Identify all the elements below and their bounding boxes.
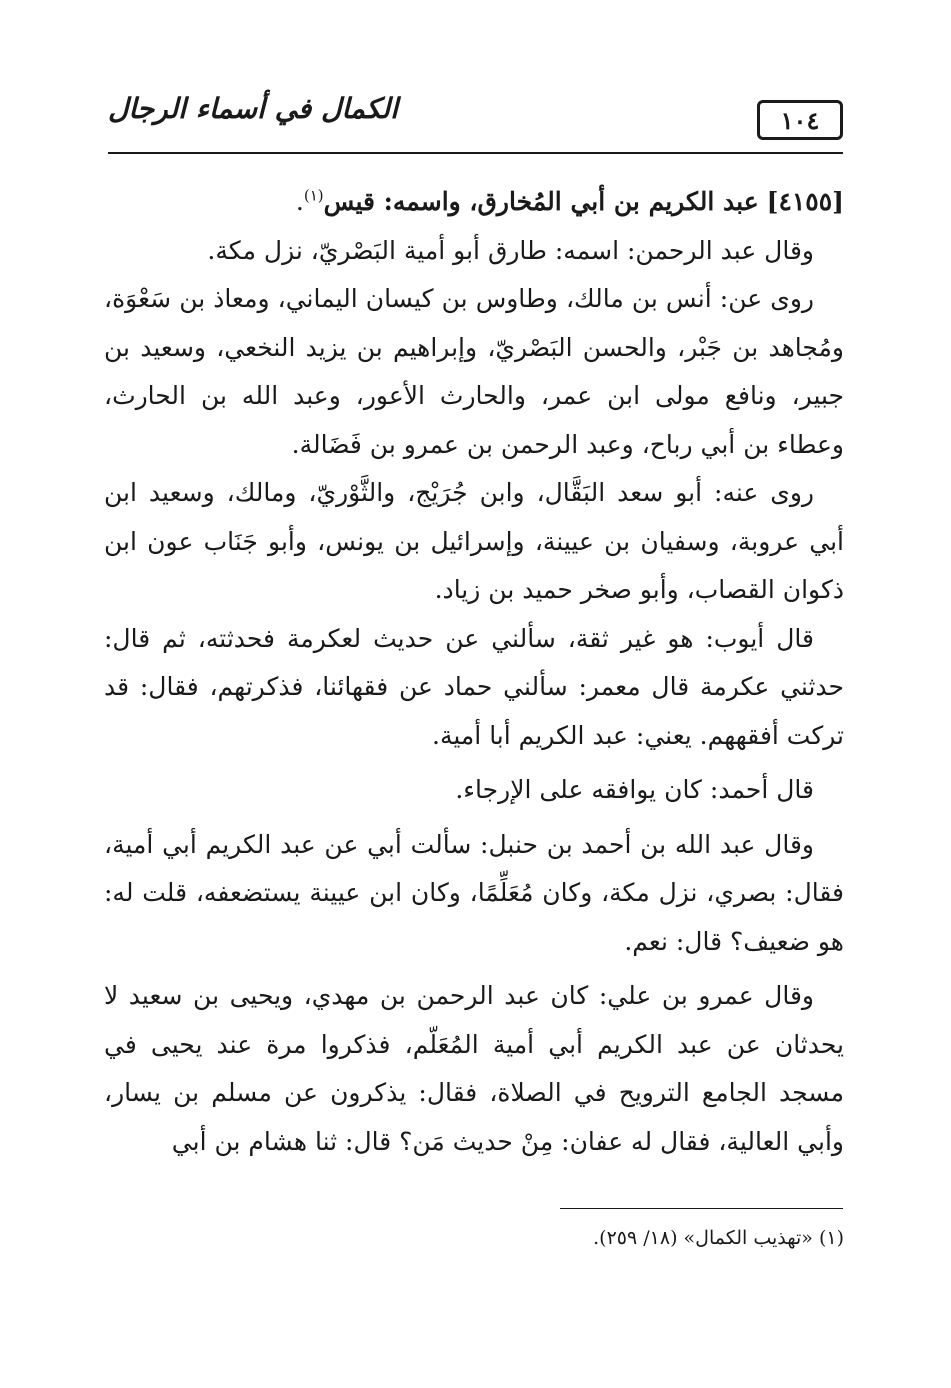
paragraph: روى عنه: أبو سعد البَقَّال، وابن جُرَيْج، والثَّوْريّ، ومالك، وسعيد ابن أبي عروبة، وسفيان بن عيينة، وإسرائيل بن يونس، وأبو جَنَاب عون ابن ذكوان القصاب، وأبو صخر حميد بن زياد. (104, 478, 844, 604)
paragraph: وقال عمرو بن علي: كان عبد الرحمن بن مهدي، ويحيى بن سعيد لا يحدثان عن عبد الكريم أبي أمية المُعَلّم، فذكروا مرة عند يحيى في مسجد الجامع الترويح في الصلاة، فقال: يذكرون عن مسلم بن يسار، وأبي العالية، فقال له عفان: مِنْ حديث مَن؟ قال: ثنا هشام بن أبي (104, 981, 844, 1156)
entry-title: عبد الكريم بن أبي المُخارق، واسمه: قيس (323, 187, 759, 216)
main-text (104, 178, 844, 1166)
entry-heading (104, 178, 844, 227)
footnote-ref: (١) (303, 186, 324, 205)
book-title: الكمال في أسماء الرجال (108, 92, 398, 125)
page-header (108, 88, 843, 152)
header-rule (108, 152, 843, 154)
paragraph: وقال عبد الله بن أحمد بن حنبل: سألت أبي عن عبد الكريم أبي أمية، فقال: بصري، نزل مكة، وكان مُعَلِّمًا، وكان ابن عيينة يستضعفه، قلت له: هو ضعيف؟ قال: نعم. (104, 829, 844, 956)
footnote: (١) «تهذيب الكمال» (١٨/ ٢٥٩). (593, 1227, 844, 1249)
footnote-rule (560, 1208, 843, 1209)
entry-title-end: . (295, 187, 304, 216)
paragraph: قال أيوب: هو غير ثقة، سألني عن حديث لعكرمة فحدثته، ثم قال: حدثني عكرمة قال معمر: سألني حماد عن فقهائنا، فذكرتهم، فقال: قد تركت أفقههم. يعني: عبد الكريم أبا أمية. (104, 623, 844, 750)
page-number: ١٠٤ (757, 100, 843, 140)
entry-number: [٤١٥٥] (766, 187, 844, 216)
paragraph: قال أحمد: كان يوافقه على الإرجاء. (455, 775, 814, 804)
paragraph: روى عن: أنس بن مالك، وطاوس بن كيسان اليماني، ومعاذ بن سَعْوَة، ومُجاهد بن جَبْر، والحسن البَصْريّ، وإبراهيم بن يزيد النخعي، وسعيد بن جبير، ونافع مولى ابن عمر، والحارث الأعور، وعبد الله بن الحارث، وعطاء بن أبي رباح، وعبد الرحمن بن عمرو بن فَضَالة. (104, 284, 844, 459)
paragraph: وقال عبد الرحمن: اسمه: طارق أبو أمية البَصْريّ، نزل مكة. (207, 235, 814, 265)
